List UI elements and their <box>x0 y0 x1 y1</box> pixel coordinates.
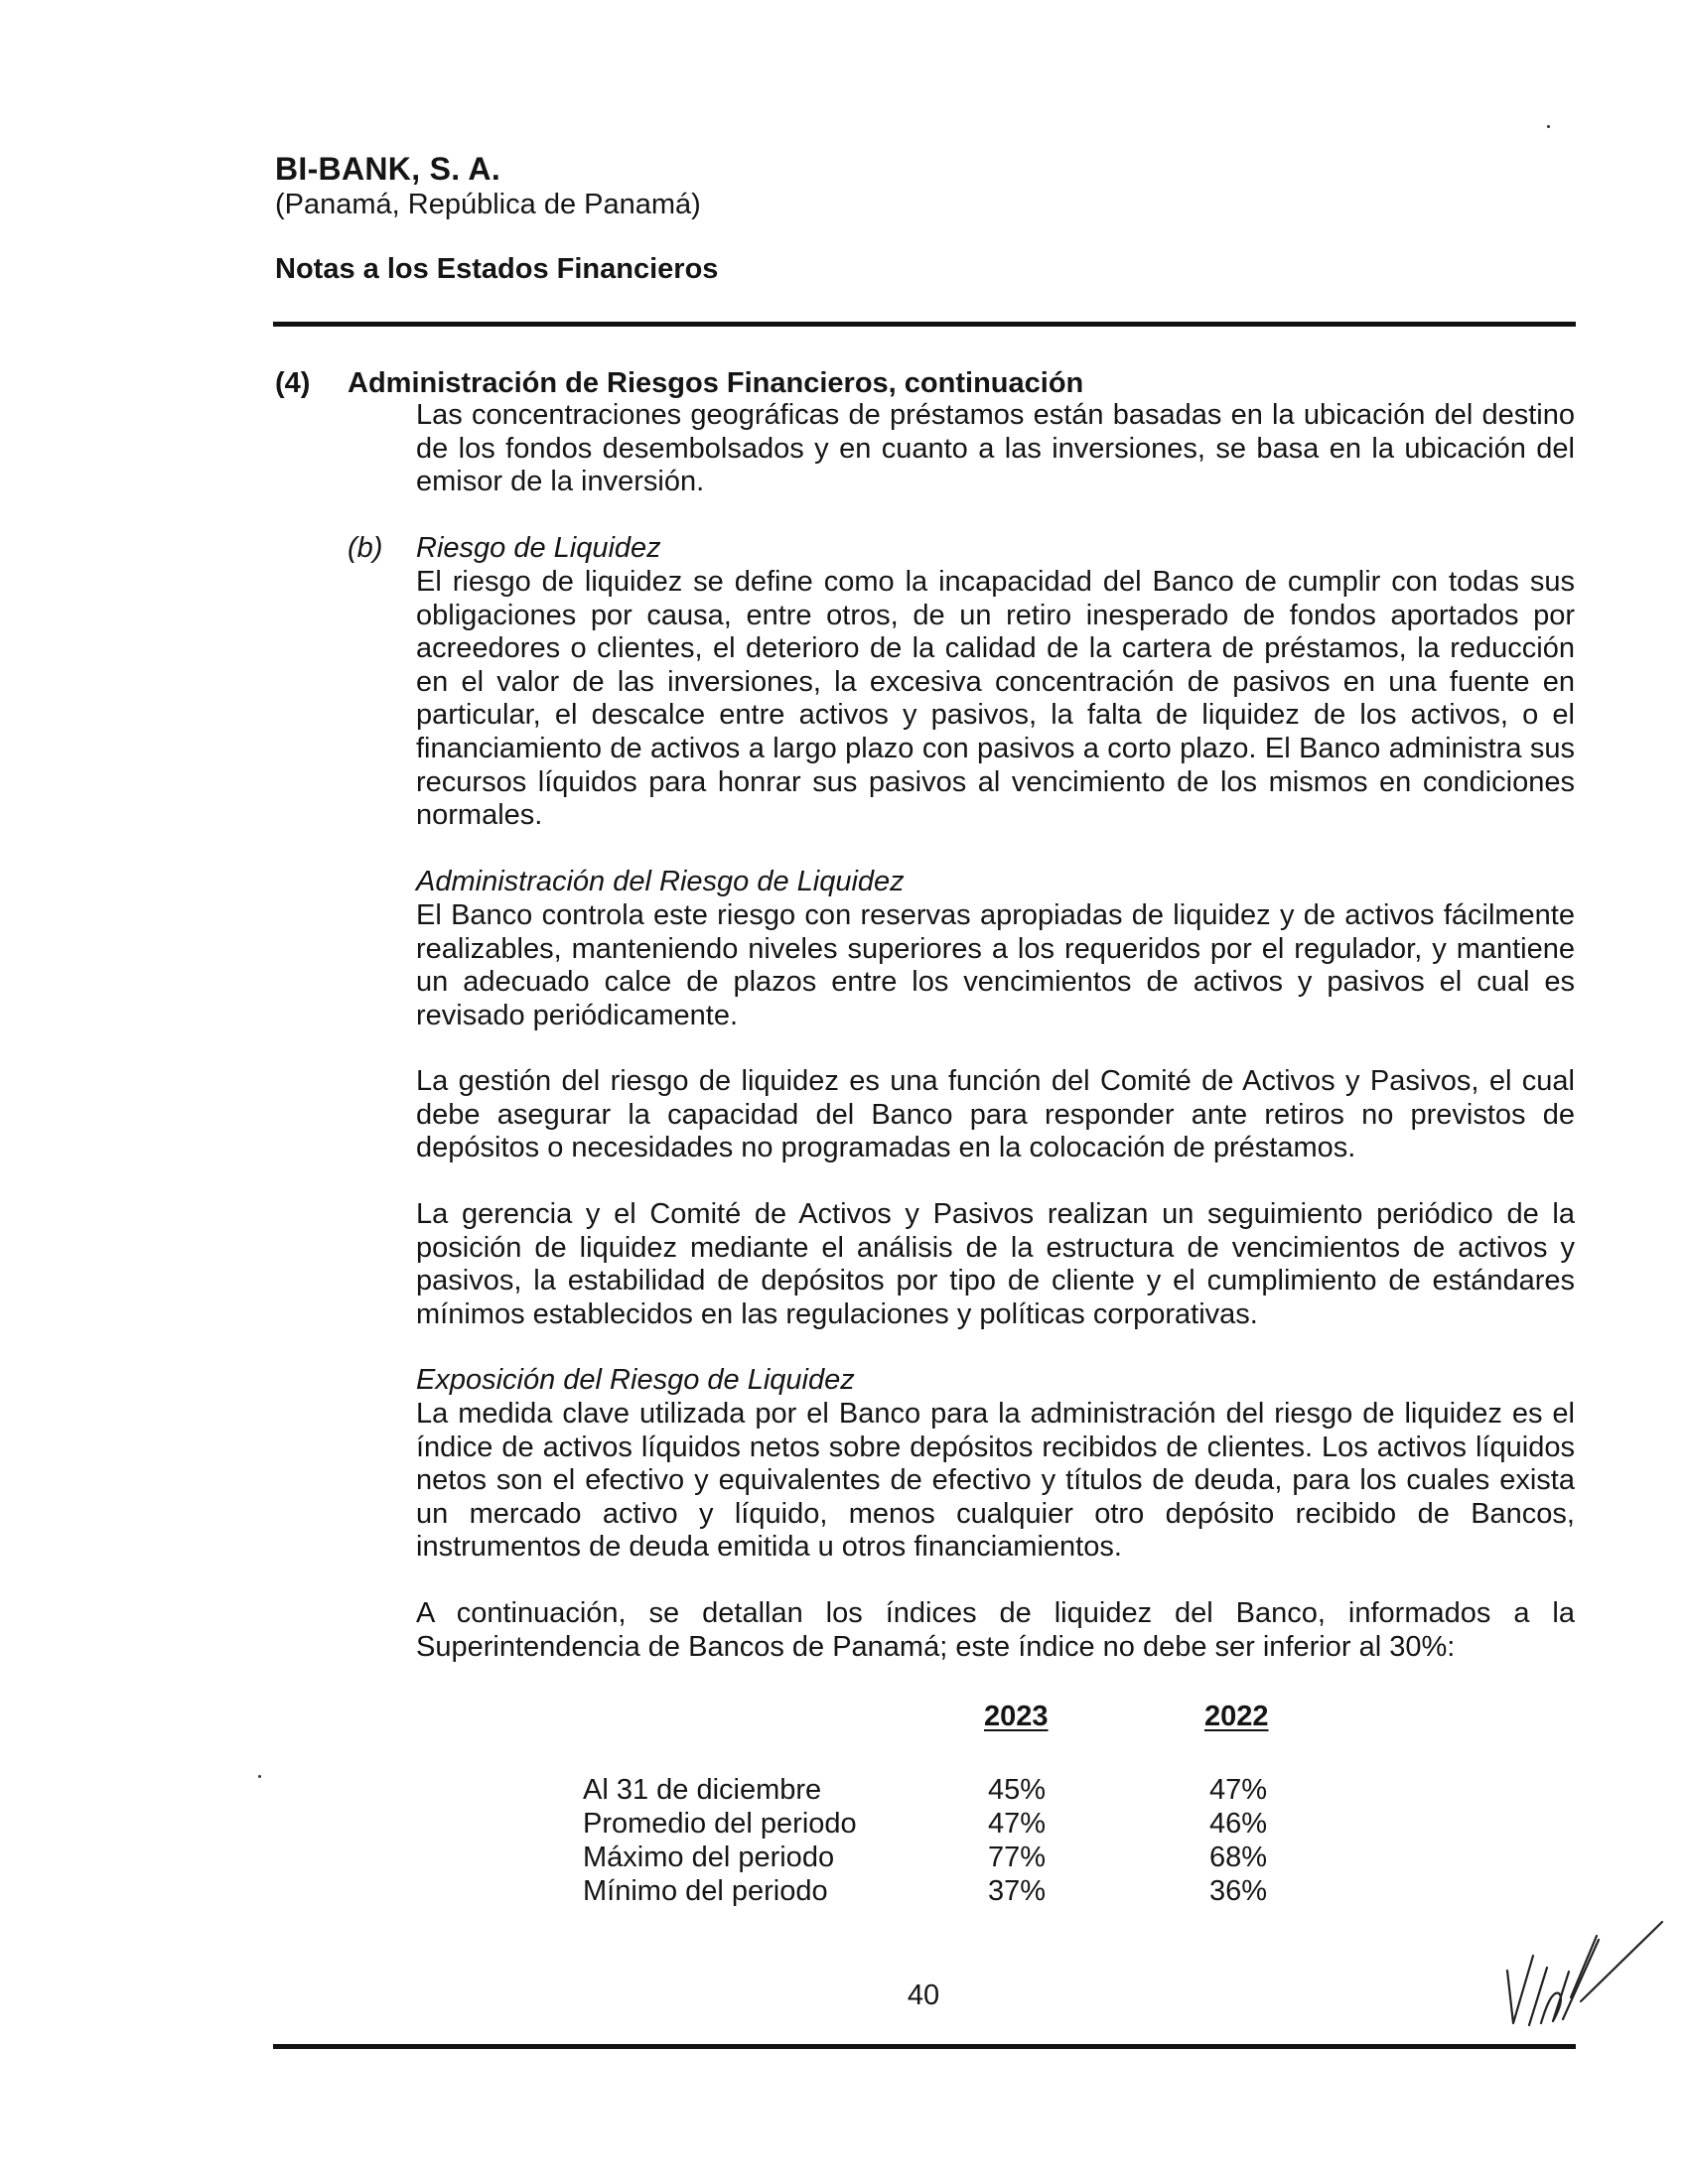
column-header-2022: 2022 <box>1204 1701 1269 1732</box>
header-divider <box>273 322 1576 327</box>
administration-paragraph-1: El Banco controla este riesgo con reservas apropiadas de liquidez y de activos fácilmente realizables, manteniendo niveles superiores a los requeridos por el regulador, y mantiene un adecuado calce de plazos entre los vencimientos de activos y pasivos el cual es revisado periódicamente. <box>416 899 1575 1031</box>
table-cell-2023: 45% <box>987 1774 1046 1806</box>
table-row-label: Máximo del periodo <box>583 1842 835 1873</box>
footer-divider <box>273 2044 1576 2049</box>
exposure-paragraph-1: La medida clave utilizada por el Banco para la administración del riesgo de liquidez es el índice de activos líquidos netos sobre depósitos recibidos de clientes. Los activos líquidos netos son el efectivo y equivalentes de efectivo y títulos de deuda, para los cuales exista un mercado activo y líquido, menos cualquier otro depósito recibido de Bancos, instrumentos de deuda emitida u otros financiamientos. <box>416 1398 1575 1564</box>
liquidity-risk-definition: El riesgo de liquidez se define como la incapacidad del Banco de cumplir con todas sus obligaciones por causa, entre otros, de un retiro inesperado de fondos aportados por acreedores o clientes, el deterioro de la calidad de la cartera de préstamos, la reducción en el valor de las inversiones, la excesiva concentración de pasivos en una fuente en particular, el descalce entre activos y pasivos, la falta de liquidez de los activos, o el financiamiento de activos a largo plazo con pasivos a corto plazo. El Banco administra sus recursos líquidos para honrar sus pasivos al vencimiento de los mismos en condiciones normales. <box>416 566 1575 832</box>
column-header-2023: 2023 <box>984 1701 1049 1732</box>
section-intro-paragraph: Las concentraciones geográficas de préstamos están basadas en la ubicación del destino de los fondos desembolsados y en cuanto a las inversiones, se basa en la ubicación del emisor de la inversión. <box>416 399 1575 498</box>
exposure-heading: Exposición del Riesgo de Liquidez <box>416 1364 855 1396</box>
table-cell-2023: 77% <box>987 1842 1046 1873</box>
subsection-label: (b) <box>348 532 383 564</box>
table-cell-2022: 46% <box>1208 1808 1267 1840</box>
administration-paragraph-2: La gestión del riesgo de liquidez es una función del Comité de Activos y Pasivos, el cual debe asegurar la capacidad del Banco para responder ante retiros no previstos de depósitos o necesidades no programadas en la colocación de préstamos. <box>416 1065 1575 1164</box>
section-title: Administración de Riesgos Financieros, continuación <box>348 367 1084 399</box>
company-location: (Panamá, República de Panamá) <box>275 189 701 220</box>
table-cell-2022: 36% <box>1208 1875 1267 1907</box>
handwritten-initials <box>1499 1916 1668 2055</box>
table-row-label: Promedio del periodo <box>583 1808 857 1840</box>
table-row-label: Al 31 de diciembre <box>583 1774 822 1806</box>
document-title: Notas a los Estados Financieros <box>275 253 719 285</box>
table-cell-2023: 37% <box>987 1875 1046 1907</box>
table-cell-2023: 47% <box>987 1808 1046 1840</box>
page-number: 40 <box>907 1979 940 2011</box>
exposure-paragraph-2: A continuación, se detallan los índices de liquidez del Banco, informados a la Superintendencia de Bancos de Panamá; este índice no debe ser inferior al 30%: <box>416 1597 1575 1663</box>
administration-heading: Administración del Riesgo de Liquidez <box>416 866 905 897</box>
administration-paragraph-3: La gerencia y el Comité de Activos y Pasivos realizan un seguimiento periódico de la posición de liquidez mediante el análisis de la estructura de vencimientos de activos y pasivos, la estabilidad de depósitos por tipo de cliente y el cumplimiento de estándares mínimos establecidos en las regulaciones y políticas corporativas. <box>416 1198 1575 1330</box>
company-name: BI-BANK, S. A. <box>275 151 501 187</box>
section-number: (4) <box>275 367 311 399</box>
table-row-label: Mínimo del periodo <box>583 1875 828 1907</box>
scan-speck <box>258 1775 261 1778</box>
subsection-title: Riesgo de Liquidez <box>416 532 661 564</box>
table-cell-2022: 68% <box>1208 1842 1267 1873</box>
table-cell-2022: 47% <box>1208 1774 1267 1806</box>
scan-speck <box>1547 125 1550 128</box>
